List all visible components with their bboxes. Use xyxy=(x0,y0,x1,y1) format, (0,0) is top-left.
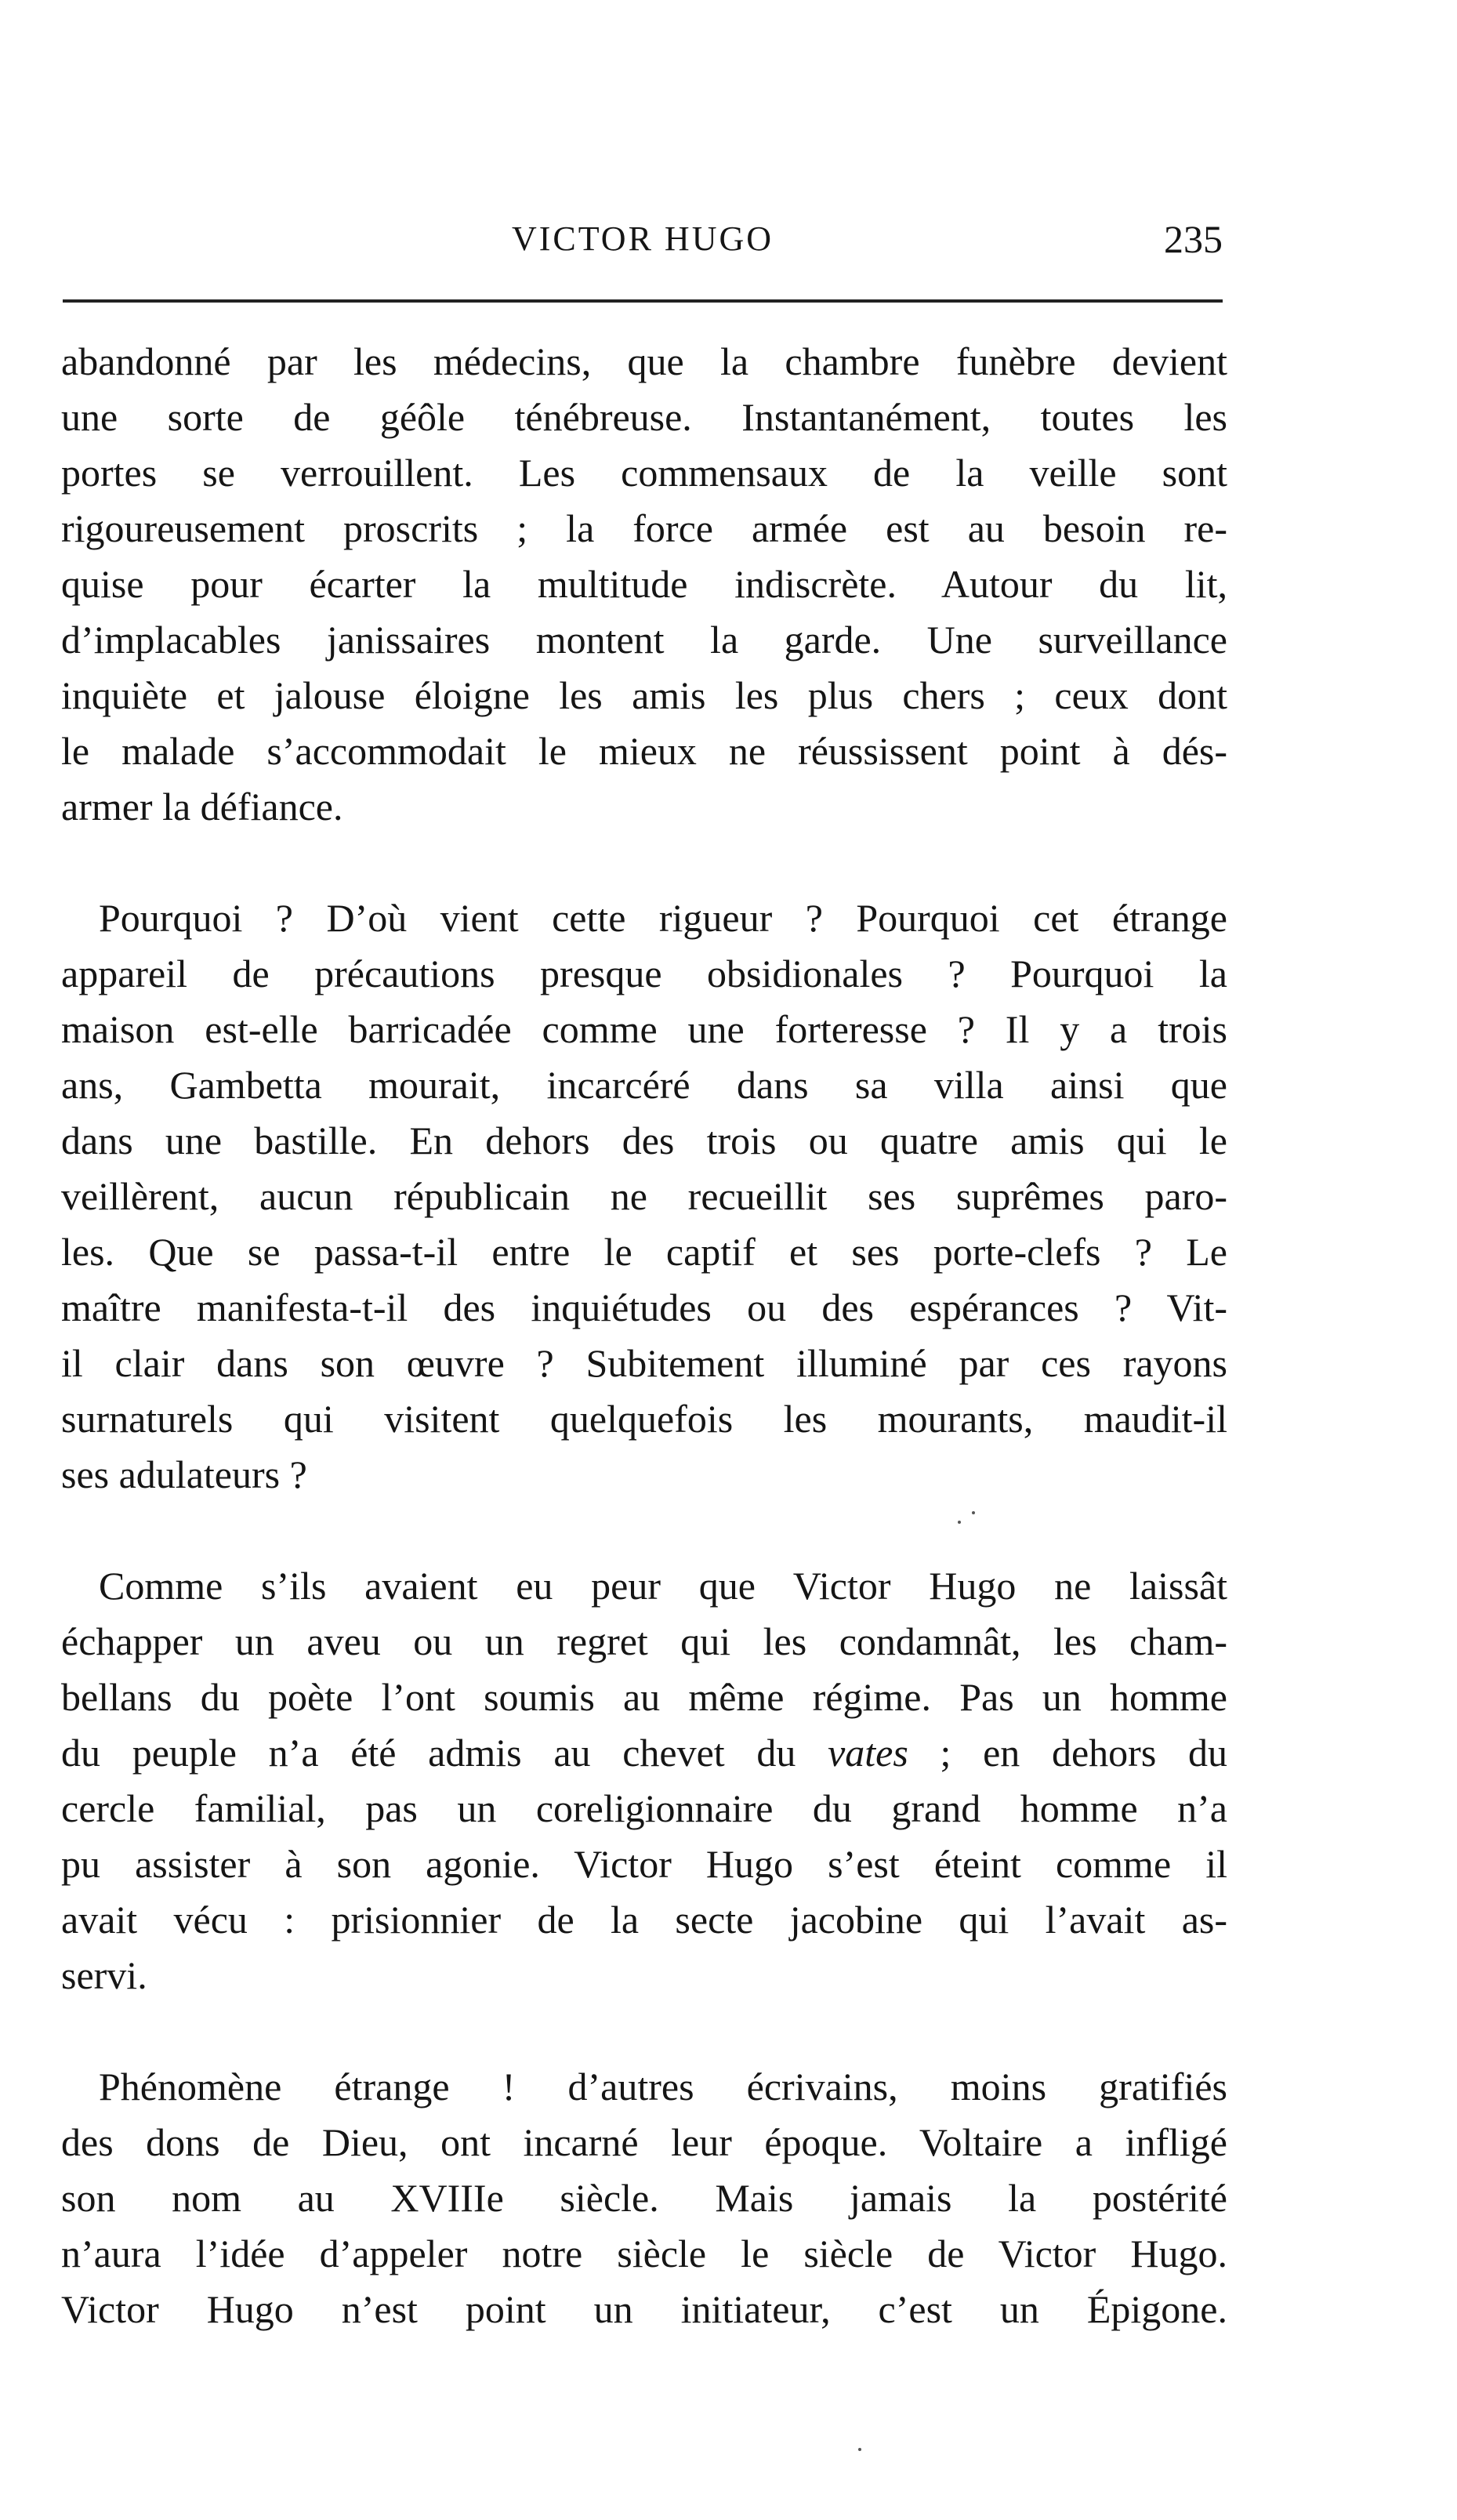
text-line: ans, Gambetta mourait, incarcéré dans sa villa ainsi que xyxy=(61,1063,1227,1107)
text-line: inquiète et jalouse éloigne les amis les plus chers ; ceux dont xyxy=(61,673,1227,717)
text-line: armer la défiance. xyxy=(61,785,343,829)
text-line: des dons de Dieu, ont incarné leur époque. Voltaire a infligé xyxy=(61,2120,1227,2164)
text-line: d’implacables janissaires montent la garde. Une surveillance xyxy=(61,618,1227,662)
running-title: VICTOR HUGO xyxy=(511,219,774,258)
header-rule xyxy=(63,299,1223,303)
text-line: son nom au XVIIIe siècle. Mais jamais la postérité xyxy=(61,2176,1227,2220)
paragraph-2 xyxy=(61,890,1227,1503)
text-line: une sorte de géôle ténébreuse. Instantanément, toutes les xyxy=(61,395,1227,439)
text-line: dans une bastille. En dehors des trois ou quatre amis qui le xyxy=(61,1119,1227,1162)
page-number: 235 xyxy=(1164,217,1223,261)
text-line: bellans du poète l’ont soumis au même régime. Pas un homme xyxy=(61,1675,1227,1719)
text-fragment: ; en dehors du xyxy=(908,1731,1227,1775)
text-fragment: du peuple n’a été admis au chevet du xyxy=(61,1731,828,1775)
text-line: veillèrent, aucun républicain ne recueillit ses suprêmes paro- xyxy=(61,1174,1227,1218)
paragraph-3 xyxy=(61,1558,1227,2003)
text-line: portes se verrouillent. Les commensaux de la veille sont xyxy=(61,451,1227,495)
text-line: appareil de précautions presque obsidionales ? Pourquoi la xyxy=(61,952,1227,995)
text-line: Pourquoi ? D’où vient cette rigueur ? Pourquoi cet étrange xyxy=(99,896,1227,940)
text-line: Victor Hugo n’est point un initiateur, c’est un Épigone. xyxy=(61,2287,1227,2331)
text-line: servi. xyxy=(61,1953,147,1997)
text-line: pu assister à son agonie. Victor Hugo s’est éteint comme il xyxy=(61,1842,1227,1886)
print-speck xyxy=(858,2448,861,2451)
text-line-with-italic xyxy=(61,1725,1227,1781)
body-text xyxy=(61,334,1227,2393)
print-speck xyxy=(958,1521,961,1524)
text-line: il clair dans son œuvre ? Subitement illuminé par ces rayons xyxy=(61,1341,1227,1385)
text-line: avait vécu : prisionnier de la secte jacobine qui l’avait as- xyxy=(61,1898,1227,1942)
text-line: surnaturels qui visitent quelquefois les mourants, maudit-il xyxy=(61,1397,1227,1441)
text-line: échapper un aveu ou un regret qui les condamnât, les cham- xyxy=(61,1619,1227,1663)
paragraph-1 xyxy=(61,334,1227,835)
text-line: rigoureusement proscrits ; la force armée est au besoin re- xyxy=(61,506,1227,550)
running-head xyxy=(63,212,1223,267)
text-line: n’aura l’idée d’appeler notre siècle le siècle de Victor Hugo. xyxy=(61,2232,1227,2275)
text-line: maison est-elle barricadée comme une forteresse ? Il y a trois xyxy=(61,1007,1227,1051)
print-speck xyxy=(972,1511,975,1514)
text-line: Comme s’ils avaient eu peur que Victor Hugo ne laissât xyxy=(99,1564,1227,1608)
paragraph-4 xyxy=(61,2059,1227,2337)
text-line: abandonné par les médecins, que la chambre funèbre devient xyxy=(61,339,1227,383)
text-line: les. Que se passa-t-il entre le captif et ses porte-clefs ? Le xyxy=(61,1230,1227,1274)
text-line: maître manifesta-t-il des inquiétudes ou des espérances ? Vit- xyxy=(61,1285,1227,1329)
text-line: ses adulateurs ? xyxy=(61,1452,307,1496)
text-line: le malade s’accommodait le mieux ne réussissent point à dés- xyxy=(61,729,1227,773)
text-line: quise pour écarter la multitude indiscrète. Autour du lit, xyxy=(61,562,1227,606)
text-line: cercle familial, pas un coreligionnaire du grand homme n’a xyxy=(61,1786,1227,1830)
italic-word: vates xyxy=(828,1731,908,1775)
text-line: Phénomène étrange ! d’autres écrivains, moins gratifiés xyxy=(99,2065,1227,2108)
